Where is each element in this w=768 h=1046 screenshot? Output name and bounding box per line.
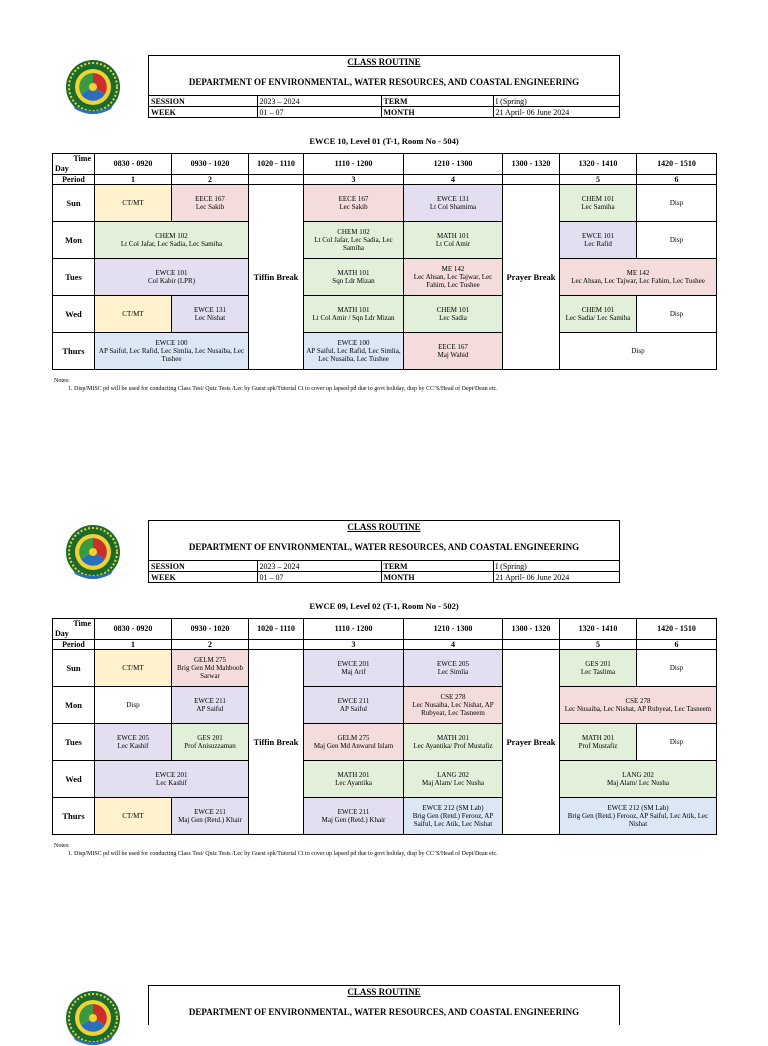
institution-logo-icon xyxy=(63,59,123,115)
time-slot: 1110 - 1200 xyxy=(304,154,404,175)
class-cell: MATH 201 Prof Mustafiz xyxy=(560,724,637,761)
class-cell: CHEM 102 Lt Col Jafar, Lec Sadia, Lec Samiha xyxy=(95,222,249,259)
institution-logo-icon xyxy=(63,524,123,580)
time-slot: 1320 - 1410 xyxy=(560,154,637,175)
class-cell: Disp xyxy=(637,185,717,222)
class-cell: CHEM 101 Lec Samiha xyxy=(560,185,637,222)
class-cell: EWCE 212 (SM Lab) Brig Gen (Retd.) Ferooz, AP Saiful, Lec Atik, Lec Nishat xyxy=(404,798,503,835)
period-number: 6 xyxy=(637,175,717,185)
timetable xyxy=(52,153,717,370)
class-cell: CT/MT xyxy=(95,185,172,222)
table-row xyxy=(53,724,717,761)
period-number: 3 xyxy=(304,175,404,185)
prayer-break: Prayer Break xyxy=(503,185,560,370)
time-slot: 1110 - 1200 xyxy=(304,619,404,640)
month-label: MONTH xyxy=(381,107,493,118)
class-cell: EWCE 100 AP Saiful, Lec Rafid, Lec Simlia, Lec Nusaiba, Lec Tushee xyxy=(95,333,249,370)
routine-header xyxy=(148,520,620,583)
period-label: Period xyxy=(53,640,95,650)
day-label: Sun xyxy=(53,650,95,687)
class-cell: EWCE 211 AP Saiful xyxy=(172,687,249,724)
term-label: TERM xyxy=(381,96,493,107)
table-row xyxy=(53,650,717,687)
notes xyxy=(54,842,498,858)
class-cell: ME 142 Lec Ahsan, Lec Tajwar, Lec Fahim, Lec Tushee xyxy=(560,259,717,296)
class-subtitle: EWCE 10, Level 01 (T-1, Room No - 504) xyxy=(309,136,459,146)
routine-title: CLASS ROUTINE xyxy=(347,522,421,532)
class-cell: EWCE 212 (SM Lab) Brig Gen (Retd.) Ferooz, AP Saiful, Lec Atik, Lec Nishat xyxy=(560,798,717,835)
period-number: 2 xyxy=(172,175,249,185)
class-cell: MATH 101 Lt Col Amir xyxy=(404,222,503,259)
department-name: DEPARTMENT OF ENVIRONMENTAL, WATER RESOURCES, AND COASTAL ENGINEERING xyxy=(188,1007,580,1017)
class-cell: MATH 101 Lt Col Amir / Sqn Ldr Mizan xyxy=(304,296,404,333)
time-slot: 1320 - 1410 xyxy=(560,619,637,640)
class-cell: EWCE 101 Col Kabir (LPR) xyxy=(95,259,249,296)
period-number xyxy=(503,175,560,185)
timetable xyxy=(52,618,717,835)
day-label: Thurs xyxy=(53,333,95,370)
time-slot: 1300 - 1320 xyxy=(503,154,560,175)
session-label: SESSION xyxy=(149,561,257,572)
department-name: DEPARTMENT OF ENVIRONMENTAL, WATER RESOURCES, AND COASTAL ENGINEERING xyxy=(188,77,580,87)
department-name: DEPARTMENT OF ENVIRONMENTAL, WATER RESOURCES, AND COASTAL ENGINEERING xyxy=(188,542,580,552)
class-cell: CSE 278 Lec Nusaiba, Lec Nishat, AP Rubyeat, Lec Tasneem xyxy=(404,687,503,724)
period-number: 5 xyxy=(560,640,637,650)
month-label: MONTH xyxy=(381,572,493,583)
class-cell: MATH 201 Lec Ayantika/ Prof Mustafiz xyxy=(404,724,503,761)
session-value: 2023 – 2024 xyxy=(257,96,381,107)
class-cell: CT/MT xyxy=(95,798,172,835)
class-cell: CT/MT xyxy=(95,296,172,333)
class-cell: EWCE 211 Maj Gen (Retd.) Khair xyxy=(172,798,249,835)
day-label: Tues xyxy=(53,724,95,761)
period-number xyxy=(249,640,304,650)
month-value: 21 April- 06 June 2024 xyxy=(493,107,619,118)
week-value: 01 – 07 xyxy=(257,107,381,118)
term-value: I (Spring) xyxy=(493,561,619,572)
day-label: Mon xyxy=(53,222,95,259)
table-row xyxy=(53,687,717,724)
note-item: 1. Disp/MISC pd will be used for conducting Class Test/ Quiz Tests /Lec by Guest spk/Tutorial Ct to cover up lapsed pd due to govt holiday, disp by CC’S/Head of Dept/Dean etc. xyxy=(68,851,498,857)
class-cell: Disp xyxy=(637,724,717,761)
day-label: Mon xyxy=(53,687,95,724)
class-cell: CSE 278 Lec Nusaiba, Lec Nishat, AP Rubyeat, Lec Tasneem xyxy=(560,687,717,724)
class-cell: GELM 275 Maj Gen Md Anwarul Islam xyxy=(304,724,404,761)
class-cell: EWCE 205 Lec Simlia xyxy=(404,650,503,687)
class-cell: EWCE 211 Maj Gen (Retd.) Khair xyxy=(304,798,404,835)
class-cell: EECE 167 Maj Wahid xyxy=(404,333,503,370)
class-cell: EWCE 131 Lec Nishat xyxy=(172,296,249,333)
day-label: Thurs xyxy=(53,798,95,835)
class-cell: EWCE 211 AP Saiful xyxy=(304,687,404,724)
class-cell: GELM 275 Brig Gen Md Mahboob Sarwar xyxy=(172,650,249,687)
day-label: Tues xyxy=(53,259,95,296)
class-cell: EWCE 205 Lec Kashif xyxy=(95,724,172,761)
period-number: 4 xyxy=(404,640,503,650)
class-cell: Disp xyxy=(637,222,717,259)
time-slot: 1420 - 1510 xyxy=(637,619,717,640)
class-cell: GES 201 Prof Anisuzzaman xyxy=(172,724,249,761)
day-label: Sun xyxy=(53,185,95,222)
class-cell: EWCE 100 AP Saiful, Lec Rafid, Lec Simlia, Lec Nusaiba, Lec Tushee xyxy=(304,333,404,370)
week-label: WEEK xyxy=(149,107,257,118)
table-row xyxy=(53,333,717,370)
notes xyxy=(54,377,498,393)
table-row xyxy=(53,798,717,835)
table-row xyxy=(53,761,717,798)
routine-header xyxy=(148,985,620,1025)
period-number xyxy=(249,175,304,185)
routine-title: CLASS ROUTINE xyxy=(347,987,421,997)
tiffin-break: Tiffin Break xyxy=(249,650,304,835)
day-label: Wed xyxy=(53,761,95,798)
notes-label: Notes: xyxy=(54,378,70,384)
month-value: 21 April- 06 June 2024 xyxy=(493,572,619,583)
term-value: I (Spring) xyxy=(493,96,619,107)
class-cell: LANG 202 Maj Alam/ Lec Nusha xyxy=(404,761,503,798)
period-label: Period xyxy=(53,175,95,185)
class-cell: CT/MT xyxy=(95,650,172,687)
class-cell: CHEM 101 Lec Sadia/ Lec Samiha xyxy=(560,296,637,333)
class-cell: MATH 201 Lec Ayantika xyxy=(304,761,404,798)
time-slot: 0830 - 0920 xyxy=(95,154,172,175)
time-day-corner: Time Day xyxy=(53,619,95,640)
class-cell: EWCE 131 Lt Col Shamima xyxy=(404,185,503,222)
class-cell: ME 142 Lec Ahsan, Lec Tajwar, Lec Fahim, Lec Tushee xyxy=(404,259,503,296)
institution-logo-icon xyxy=(63,990,123,1046)
class-cell: EWCE 101 Lec Rafid xyxy=(560,222,637,259)
class-cell: EWCE 201 Maj Arif xyxy=(304,650,404,687)
routine-header xyxy=(148,55,620,118)
class-cell: Disp xyxy=(95,687,172,724)
period-number: 4 xyxy=(404,175,503,185)
time-slot: 1420 - 1510 xyxy=(637,154,717,175)
class-cell: LANG 202 Maj Alam/ Lec Nusha xyxy=(560,761,717,798)
time-slot: 1210 - 1300 xyxy=(404,154,503,175)
class-subtitle: EWCE 09, Level 02 (T-1, Room No - 502) xyxy=(309,601,459,611)
session-label: SESSION xyxy=(149,96,257,107)
time-day-corner: Time Day xyxy=(53,154,95,175)
time-slot: 1020 - 1110 xyxy=(249,154,304,175)
term-label: TERM xyxy=(381,561,493,572)
table-row xyxy=(53,259,717,296)
time-slot: 1210 - 1300 xyxy=(404,619,503,640)
class-cell: GES 201 Lec Taslima xyxy=(560,650,637,687)
session-value: 2023 – 2024 xyxy=(257,561,381,572)
class-cell: CHEM 102 Lt Col Jafar, Lec Sadia, Lec Samiha xyxy=(304,222,404,259)
week-value: 01 – 07 xyxy=(257,572,381,583)
prayer-break: Prayer Break xyxy=(503,650,560,835)
class-cell: Disp xyxy=(560,333,717,370)
time-slot: 1300 - 1320 xyxy=(503,619,560,640)
period-number: 3 xyxy=(304,640,404,650)
table-row xyxy=(53,185,717,222)
time-slot: 0930 - 1020 xyxy=(172,619,249,640)
class-cell: CHEM 101 Lec Sadia xyxy=(404,296,503,333)
note-item: 1. Disp/MISC pd will be used for conducting Class Test/ Quiz Tests /Lec by Guest spk/Tutorial Ct to cover up lapsed pd due to govt holiday, disp by CC’S/Head of Dept/Dean etc. xyxy=(68,386,498,392)
notes-label: Notes: xyxy=(54,843,70,849)
table-row xyxy=(53,222,717,259)
tiffin-break: Tiffin Break xyxy=(249,185,304,370)
day-label: Wed xyxy=(53,296,95,333)
period-number: 6 xyxy=(637,640,717,650)
period-number: 5 xyxy=(560,175,637,185)
class-cell: EWCE 201 Lec Kashif xyxy=(95,761,249,798)
period-number: 1 xyxy=(95,175,172,185)
week-label: WEEK xyxy=(149,572,257,583)
period-number: 1 xyxy=(95,640,172,650)
class-cell: Disp xyxy=(637,296,717,333)
time-slot: 0830 - 0920 xyxy=(95,619,172,640)
class-cell: Disp xyxy=(637,650,717,687)
time-slot: 1020 - 1110 xyxy=(249,619,304,640)
time-slot: 0930 - 1020 xyxy=(172,154,249,175)
class-cell: EECE 167 Lec Sakib xyxy=(304,185,404,222)
table-row xyxy=(53,296,717,333)
routine-title: CLASS ROUTINE xyxy=(347,57,421,67)
period-number xyxy=(503,640,560,650)
class-cell: MATH 101 Sqn Ldr Mizan xyxy=(304,259,404,296)
class-cell: EECE 167 Lec Sakib xyxy=(172,185,249,222)
period-number: 2 xyxy=(172,640,249,650)
